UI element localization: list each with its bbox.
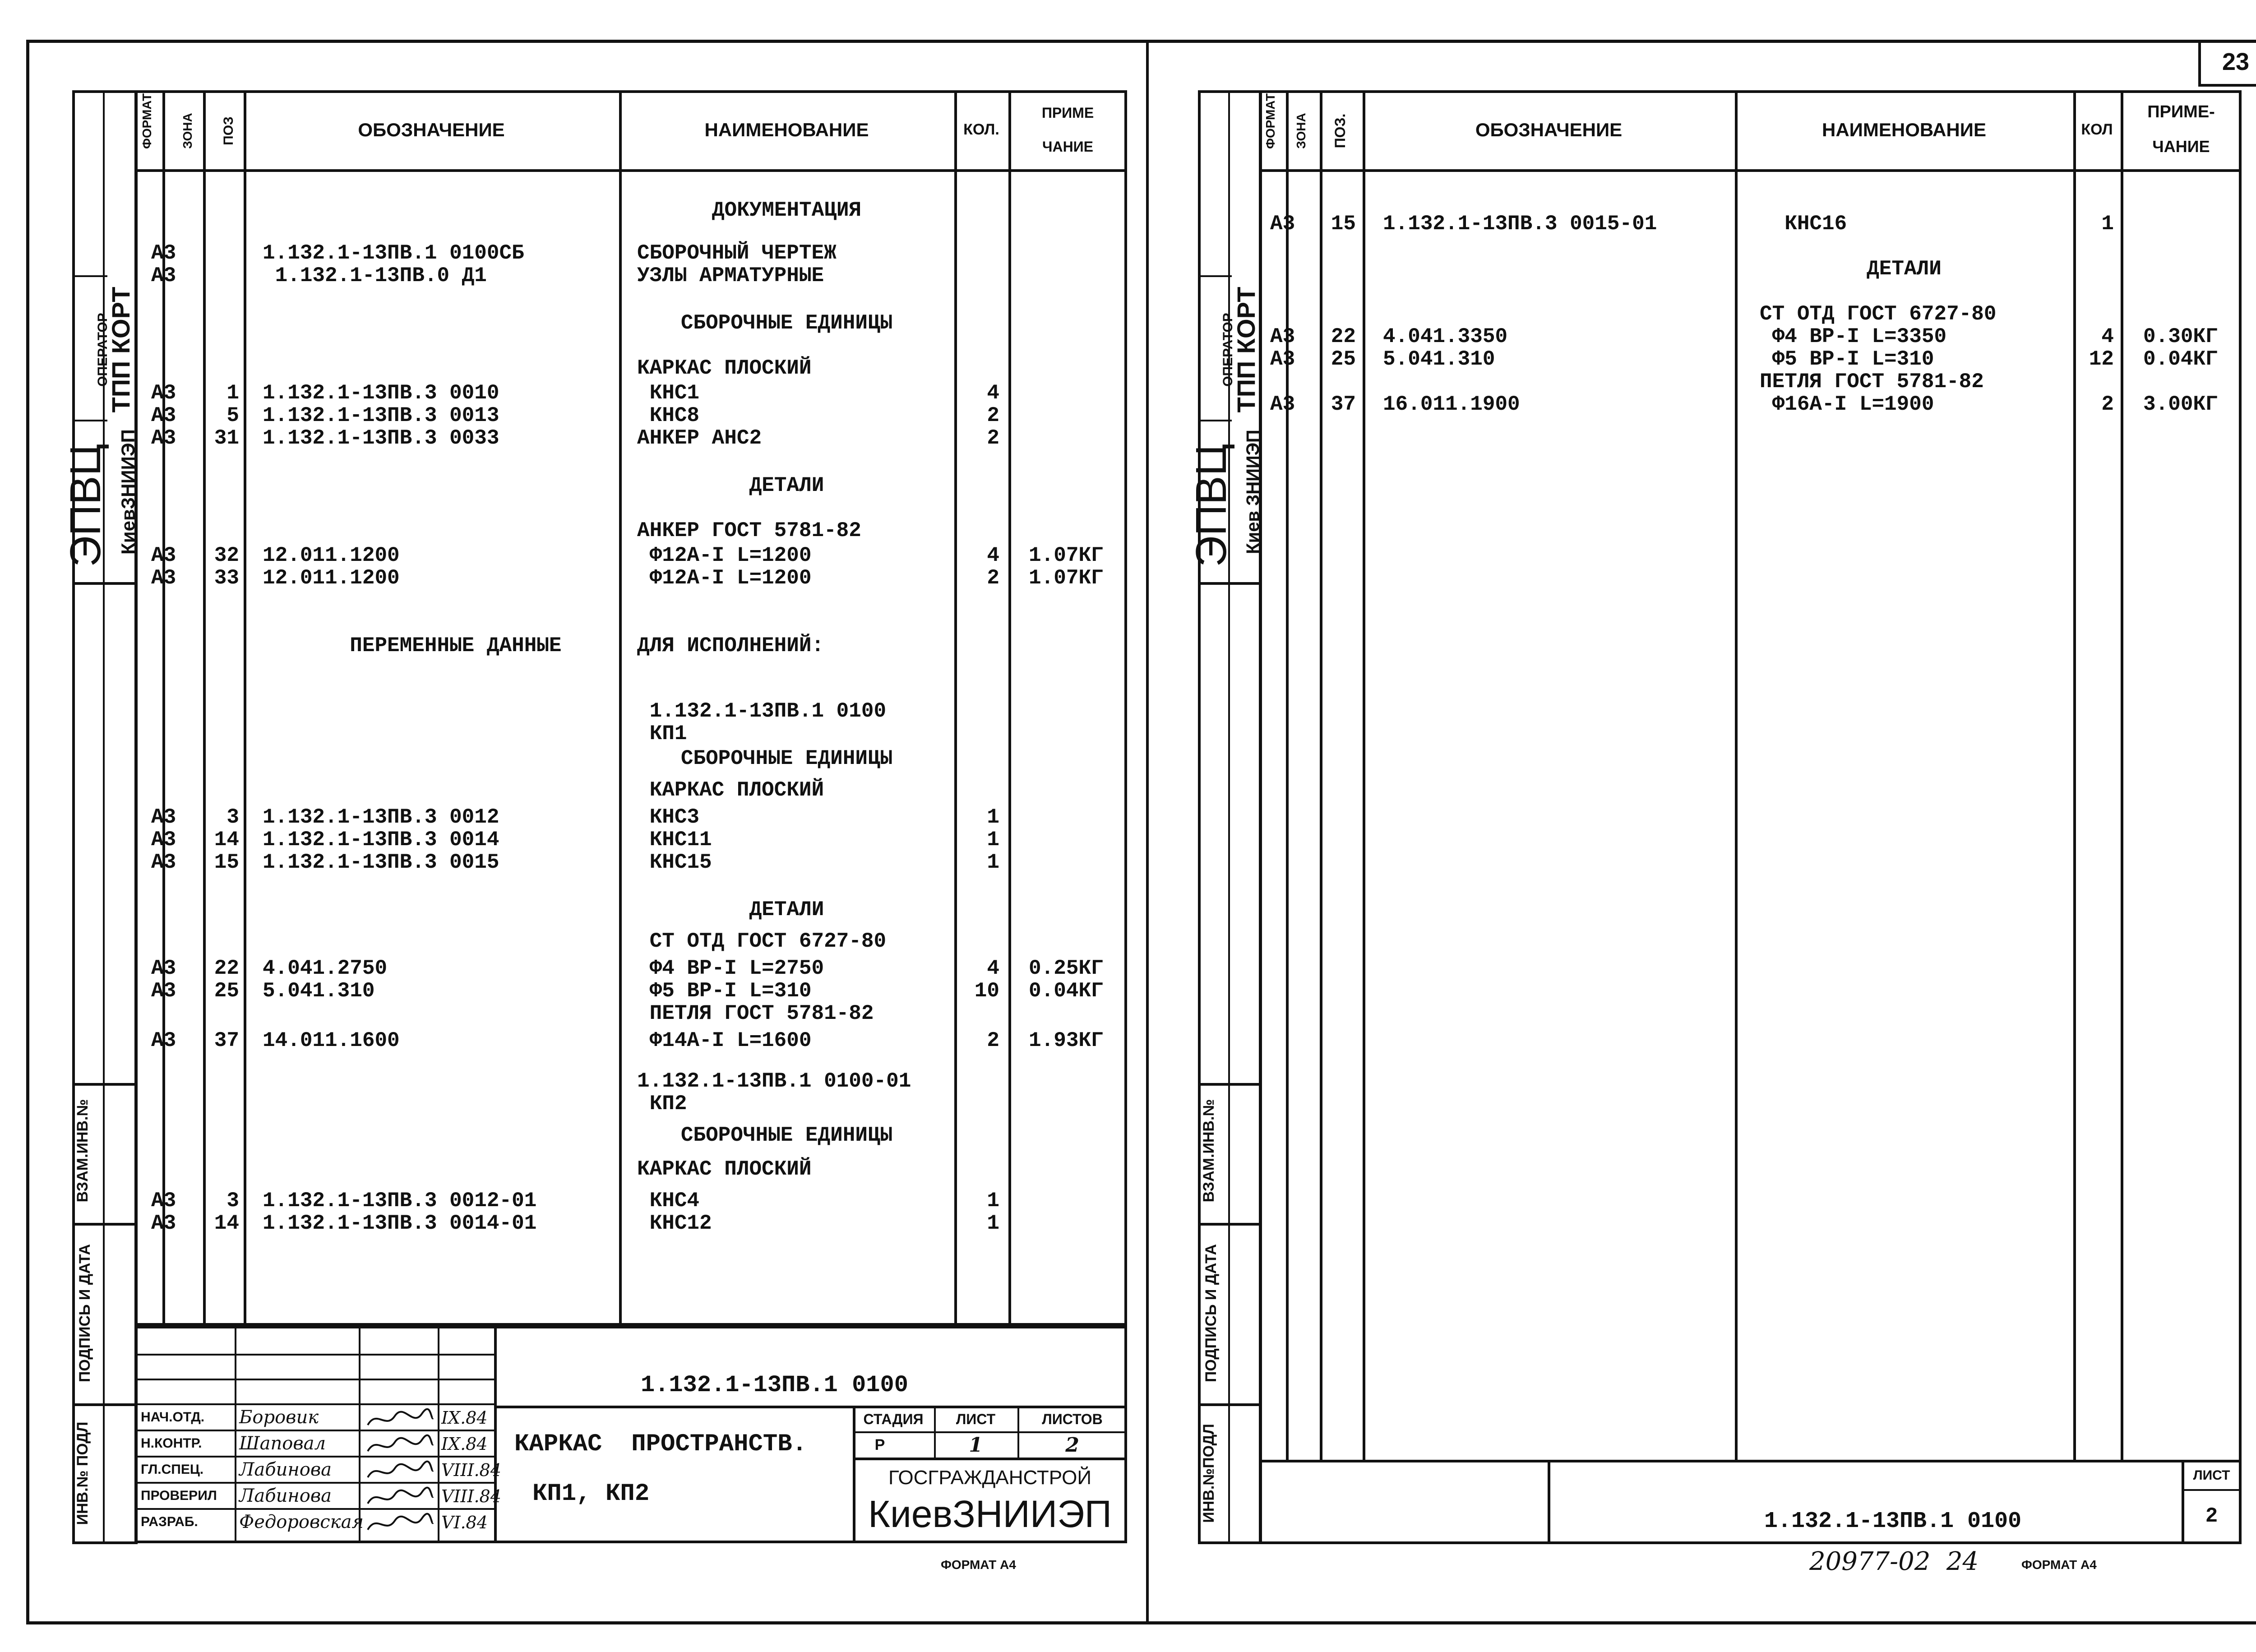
- row-format: А3: [151, 1189, 176, 1212]
- row-quantity: 1: [987, 828, 999, 851]
- row-position: 15: [1331, 212, 1356, 236]
- row-name: ДЕТАЛИ: [1867, 257, 1942, 281]
- sheets-value: 2: [1065, 1433, 1079, 1457]
- header-note-2: ЧАНИЕ: [1042, 138, 1094, 155]
- side-org-short: ЭПВЦ: [61, 444, 110, 567]
- row-quantity: 4: [987, 544, 999, 567]
- header-qty: КОЛ.: [963, 121, 999, 138]
- row-designation: 1.132.1-13ПВ.3 0015-01: [1383, 212, 1657, 236]
- row-designation: 1.132.1-13ПВ.3 0014: [263, 828, 499, 851]
- row-name: КАРКАС ПЛОСКИЙ: [637, 356, 812, 380]
- row-position: 37: [214, 1029, 239, 1052]
- side-inv-vzam: ВЗАМ.ИНВ.№: [74, 1099, 91, 1203]
- header-qty-r: КОЛ: [2081, 121, 2113, 138]
- row-name: КНС3: [637, 805, 700, 829]
- header-zone: ЗОНА: [180, 113, 194, 149]
- stage-header: СТАДИЯ: [863, 1411, 924, 1427]
- row-name: КНС12: [637, 1212, 712, 1235]
- side-sign-date: ПОДПИСЬ И ДАТА: [76, 1244, 93, 1383]
- row-format: А3: [1270, 393, 1295, 416]
- row-quantity: 1: [987, 851, 999, 874]
- row-designation: 1.132.1-13ПВ.3 0015: [263, 851, 499, 874]
- row-name: Ф14А-I L=1600: [637, 1029, 812, 1052]
- row-name: СБОРОЧНЫЕ ЕДИНИЦЫ: [680, 1124, 893, 1147]
- row-name: КНС11: [637, 828, 712, 851]
- row-format: А3: [1270, 347, 1295, 371]
- row-name: ДЕТАЛИ: [749, 474, 824, 497]
- side-org-city: КиевЗНИИЭП: [117, 429, 139, 555]
- signature-role: РАЗРАБ.: [141, 1514, 198, 1529]
- row-designation: 4.041.3350: [1383, 325, 1508, 348]
- signature-date: VIII.84: [441, 1460, 501, 1480]
- row-name: СБОРОЧНЫЕ ЕДИНИЦЫ: [680, 747, 893, 770]
- row-name: КНС16: [1760, 212, 1847, 236]
- handwritten-signature: [363, 1459, 435, 1484]
- right-sheet-value: 2: [2205, 1504, 2218, 1528]
- header-pos: ПОЗ: [221, 116, 236, 145]
- row-format: А3: [1270, 212, 1295, 236]
- row-position: 37: [1331, 393, 1356, 416]
- row-format: А3: [151, 1029, 176, 1052]
- row-quantity: 10: [974, 979, 999, 1003]
- row-quantity: 2: [987, 426, 999, 450]
- header-designation-r: ОБОЗНАЧЕНИЕ: [1475, 119, 1623, 140]
- row-note: 1.07КГ: [1029, 566, 1104, 590]
- row-quantity: 2: [987, 1029, 999, 1052]
- row-designation: 1.132.1-13ПВ.3 0033: [263, 426, 499, 450]
- row-designation: 5.041.310: [263, 979, 375, 1003]
- handwritten-signature: [363, 1433, 435, 1458]
- side-sign-date-r: ПОДПИСЬ И ДАТА: [1202, 1244, 1220, 1383]
- side-inv-vzam-r: ВЗАМ.ИНВ.№: [1200, 1099, 1217, 1203]
- org-name-2: КиевЗНИИЭП: [868, 1492, 1112, 1535]
- row-note: 1.07КГ: [1029, 544, 1104, 567]
- row-quantity: 2: [987, 404, 999, 427]
- row-note: 0.04КГ: [1029, 979, 1104, 1003]
- row-name: КНС8: [637, 404, 700, 427]
- right-spec-table: [1259, 90, 2242, 1544]
- handwritten-signature: [363, 1512, 435, 1536]
- row-name: ПЕТЛЯ ГОСТ 5781-82: [637, 1002, 874, 1025]
- signature-date: IX.84: [441, 1408, 488, 1428]
- signature-role: НАЧ.ОТД.: [141, 1410, 205, 1425]
- row-format: А3: [151, 544, 176, 567]
- row-name: ДЕТАЛИ: [749, 898, 824, 921]
- left-title-line1: КАРКАС ПРОСТРАНСТВ.: [514, 1430, 807, 1458]
- page-fold-line: [1146, 40, 1149, 1624]
- side-operator-r: ОПЕРАТОР: [1220, 313, 1235, 387]
- side-org-short-r: ЭПВЦ: [1187, 444, 1235, 567]
- signature-date: VIII.84: [441, 1486, 501, 1506]
- row-designation: 1.132.1-13ПВ.3 0013: [263, 404, 499, 427]
- row-name: СТ ОТД ГОСТ 6727-80: [1760, 302, 1997, 326]
- row-position: 15: [214, 851, 239, 874]
- row-quantity: 1: [987, 1189, 999, 1212]
- side-tpp: ТПП КОРТ: [106, 287, 135, 413]
- side-org-city-r: Киев ЗНИИЭП: [1243, 430, 1263, 554]
- signature-name: Лабинова: [239, 1485, 332, 1506]
- header-name-r: НАИМЕНОВАНИЕ: [1822, 119, 1986, 140]
- signature-name: Лабинова: [239, 1459, 332, 1480]
- row-note: 0.04КГ: [2143, 347, 2218, 371]
- row-position: 1: [227, 381, 239, 405]
- row-designation: 1.132.1-13ПВ.1 0100СБ: [263, 241, 524, 265]
- row-format: А3: [151, 566, 176, 590]
- row-note: 0.25КГ: [1029, 957, 1104, 980]
- handwritten-signature: [363, 1407, 435, 1432]
- row-quantity: 4: [2101, 325, 2114, 348]
- row-name: 1.132.1-13ПВ.1 0100: [637, 699, 887, 723]
- row-position: 3: [227, 805, 239, 829]
- row-designation: 16.011.1900: [1383, 393, 1520, 416]
- row-position: 31: [214, 426, 239, 450]
- right-doc-code: 1.132.1-13ПВ.1 0100: [1764, 1509, 2022, 1534]
- sheet-value: 1: [969, 1433, 983, 1457]
- row-name: 1.132.1-13ПВ.1 0100-01: [637, 1069, 911, 1093]
- side-inv-podl-r: ИНВ.№ПОДЛ: [1200, 1424, 1217, 1523]
- right-sheet-header: ЛИСТ: [2193, 1468, 2230, 1483]
- header-designation: ОБОЗНАЧЕНИЕ: [358, 119, 505, 140]
- row-position: 22: [214, 957, 239, 980]
- row-note: 3.00КГ: [2143, 393, 2218, 416]
- row-position: 14: [214, 1212, 239, 1235]
- row-quantity: 4: [987, 957, 999, 980]
- sheet-header: ЛИСТ: [956, 1411, 996, 1427]
- right-format-label: ФОРМАТ А4: [2021, 1558, 2097, 1572]
- row-quantity: 1: [2101, 212, 2114, 236]
- row-name: Ф4 BP-I L=2750: [637, 957, 824, 980]
- row-format: А3: [151, 404, 176, 427]
- row-format: А3: [151, 979, 176, 1003]
- row-note: 1.93КГ: [1029, 1029, 1104, 1052]
- side-tpp-r: ТПП КОРТ: [1232, 287, 1260, 413]
- left-format-label: ФОРМАТ А4: [941, 1558, 1016, 1572]
- side-inv-podl: ИНВ.№ ПОДЛ: [74, 1421, 91, 1525]
- row-position: 5: [227, 404, 239, 427]
- row-name: ПЕТЛЯ ГОСТ 5781-82: [1760, 370, 1984, 393]
- row-quantity: 4: [987, 381, 999, 405]
- header-name: НАИМЕНОВАНИЕ: [704, 119, 869, 140]
- row-quantity: 2: [987, 566, 999, 590]
- row-name: АНКЕР ГОСТ 5781-82: [637, 519, 861, 542]
- row-name: КНС1: [637, 381, 700, 405]
- header-pos-r: ПОЗ.: [1332, 113, 1348, 148]
- page-number-box: [2198, 40, 2256, 87]
- signature-role: Н.КОНТР.: [141, 1436, 202, 1451]
- row-position: 25: [1331, 347, 1356, 371]
- row-format: А3: [151, 264, 176, 287]
- signature-date: IX.84: [441, 1434, 488, 1454]
- signature-name: Шаповал: [239, 1433, 326, 1454]
- row-quantity: 12: [2089, 347, 2114, 371]
- row-position: 25: [214, 979, 239, 1003]
- sheets-header: ЛИСТОВ: [1042, 1411, 1103, 1427]
- row-name: СТ ОТД ГОСТ 6727-80: [637, 930, 887, 953]
- row-position: 32: [214, 544, 239, 567]
- row-note: 0.30КГ: [2143, 325, 2218, 348]
- row-format: А3: [151, 828, 176, 851]
- row-format: А3: [151, 1212, 176, 1235]
- row-name: Ф16А-I L=1900: [1760, 393, 1934, 416]
- row-position: 3: [227, 1189, 239, 1212]
- row-format: А3: [151, 426, 176, 450]
- row-name: ДОКУМЕНТАЦИЯ: [712, 199, 862, 222]
- row-name: Ф12А-I L=1200: [637, 544, 812, 567]
- row-position: 33: [214, 566, 239, 590]
- org-name-1: ГОСГРАЖДАНСТРОЙ: [888, 1467, 1091, 1489]
- row-designation: 12.011.1200: [263, 544, 400, 567]
- row-name: УЗЛЫ АРМАТУРНЫЕ: [637, 264, 824, 287]
- row-name: СБОРОЧНЫЙ ЧЕРТЕЖ: [637, 241, 837, 265]
- row-designation: 12.011.1200: [263, 566, 400, 590]
- archive-number: 20977-02 24: [1809, 1547, 1979, 1576]
- handwritten-signature: [363, 1485, 435, 1510]
- row-format: А3: [151, 805, 176, 829]
- left-doc-code: 1.132.1-13ПВ.1 0100: [641, 1372, 908, 1398]
- signature-name: Федоровская: [239, 1512, 364, 1532]
- row-designation: 1.132.1-13ПВ.3 0012-01: [263, 1189, 537, 1212]
- row-format: А3: [151, 851, 176, 874]
- row-name: Ф5 BP-I L=310: [637, 979, 812, 1003]
- signature-role: ГЛ.СПЕЦ.: [141, 1462, 204, 1477]
- row-name: КНС15: [637, 851, 712, 874]
- page-number: 23: [2222, 48, 2250, 75]
- row-name: Ф12А-I L=1200: [637, 566, 812, 590]
- row-name: КАРКАС ПЛОСКИЙ: [637, 1157, 812, 1181]
- row-name: КНС4: [637, 1189, 700, 1212]
- header-note-2-r: ЧАНИЕ: [2152, 137, 2210, 156]
- row-format: А3: [1270, 325, 1295, 348]
- row-format: А3: [151, 957, 176, 980]
- header-format-r: ФОРМАТ: [1263, 93, 1277, 149]
- row-designation: 1.132.1-13ПВ.3 0010: [263, 381, 499, 405]
- row-name: Ф4 BP-I L=3350: [1760, 325, 1947, 348]
- row-designation: 1.132.1-13ПВ.0 Д1: [263, 264, 487, 287]
- row-name: КАРКАС ПЛОСКИЙ: [637, 778, 824, 802]
- row-quantity: 2: [2101, 393, 2114, 416]
- signature-date: VI.84: [441, 1513, 488, 1532]
- row-designation: 5.041.310: [1383, 347, 1495, 371]
- signature-role: ПРОВЕРИЛ: [141, 1488, 217, 1503]
- row-format: А3: [151, 241, 176, 265]
- row-designation: 14.011.1600: [263, 1029, 400, 1052]
- row-designation: 1.132.1-13ПВ.3 0014-01: [263, 1212, 537, 1235]
- row-quantity: 1: [987, 1212, 999, 1235]
- row-designation: 1.132.1-13ПВ.3 0012: [263, 805, 499, 829]
- row-format: А3: [151, 381, 176, 405]
- row-name: КП1: [637, 722, 687, 745]
- row-name: ДЛЯ ИСПОЛНЕНИЙ:: [637, 634, 824, 657]
- header-zone-r: ЗОНА: [1294, 113, 1308, 149]
- row-name: Ф5 BP-I L=310: [1760, 347, 1934, 371]
- row-designation: 4.041.2750: [263, 957, 388, 980]
- row-name: КП2: [637, 1092, 687, 1115]
- row-position: 22: [1331, 325, 1356, 348]
- header-format: ФОРМАТ: [140, 93, 154, 149]
- header-note-1-r: ПРИМЕ-: [2147, 102, 2215, 121]
- header-note-1: ПРИМЕ: [1041, 104, 1094, 121]
- side-operator: ОПЕРАТОР: [95, 313, 110, 387]
- row-position: 14: [214, 828, 239, 851]
- row-name: АНКЕР АНС2: [637, 426, 762, 450]
- signature-name: Боровик: [239, 1407, 319, 1428]
- left-title-line2: КП1, КП2: [532, 1480, 650, 1508]
- row-designation: ПЕРЕМЕННЫЕ ДАННЫЕ: [263, 634, 562, 657]
- row-name: СБОРОЧНЫЕ ЕДИНИЦЫ: [680, 311, 893, 335]
- row-quantity: 1: [987, 805, 999, 829]
- stage-value: Р: [874, 1436, 885, 1453]
